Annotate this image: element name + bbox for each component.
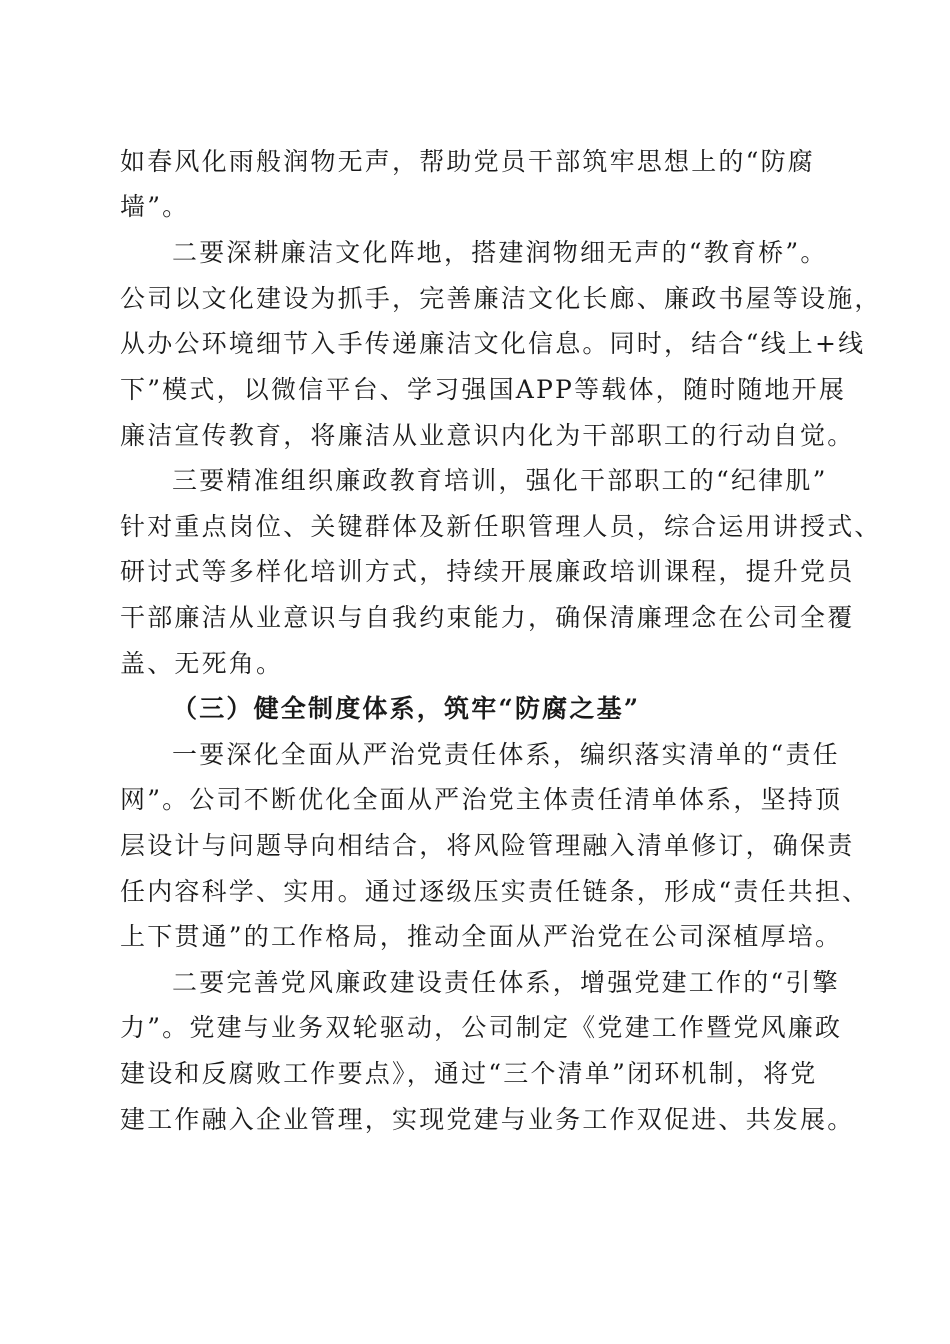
text-line: 研讨式等多样化培训方式，持续开展廉政培训课程，提升党员: [120, 557, 855, 586]
text-line: 墙”。: [120, 192, 190, 221]
text-line: 针对重点岗位、关键群体及新任职管理人员，综合运用讲授式、: [120, 512, 882, 541]
text-line: 廉洁宣传教育，将廉洁从业意识内化为干部职工的行动自觉。: [120, 421, 855, 450]
text-line: 力”。党建与业务双轮驱动，公司制定《党建工作暨党风廉政: [120, 1013, 843, 1042]
paragraph-start: 三要精准组织廉政教育培训，强化干部职工的“纪律肌”: [172, 466, 828, 495]
text-line: 干部廉洁从业意识与自我约束能力，确保清廉理念在公司全覆: [120, 603, 855, 632]
text-line: 任内容科学、实用。通过逐级压实责任链条，形成“责任共担、: [120, 877, 870, 906]
text-line: 盖、无死角。: [120, 649, 284, 678]
paragraph-start: 二要深耕廉洁文化阵地，搭建润物细无声的“教育桥”。: [172, 238, 828, 267]
text-line: 建设和反腐败工作要点》，通过“三个清单”闭环机制，将党: [120, 1059, 818, 1088]
text-line: 建工作融入企业管理，实现党建与业务工作双促进、共发展。: [120, 1105, 855, 1134]
text-line: 上下贯通”的工作格局，推动全面从严治党在公司深植厚培。: [120, 922, 843, 951]
text-line: 层设计与问题导向相结合，将风险管理融入清单修订，确保责: [120, 831, 855, 860]
text-line: 下”模式，以微信平台、学习强国APP等载体，随时随地开展: [120, 375, 847, 404]
paragraph-start: 二要完善党风廉政建设责任体系，增强党建工作的“引擎: [172, 968, 840, 997]
paragraph-start: 一要深化全面从严治党责任体系，编织落实清单的“责任: [172, 740, 840, 769]
section-heading: （三）健全制度体系，筑牢“防腐之基”: [172, 694, 641, 723]
text-line: 从办公环境细节入手传递廉洁文化信息。同时，结合“线上+线: [120, 329, 866, 358]
text-line: 如春风化雨般润物无声，帮助党员干部筑牢思想上的“防腐: [120, 147, 815, 176]
text-line: 公司以文化建设为抓手，完善廉洁文化长廊、廉政书屋等设施，: [120, 284, 882, 313]
text-line: 网”。公司不断优化全面从严治党主体责任清单体系，坚持顶: [120, 785, 843, 814]
